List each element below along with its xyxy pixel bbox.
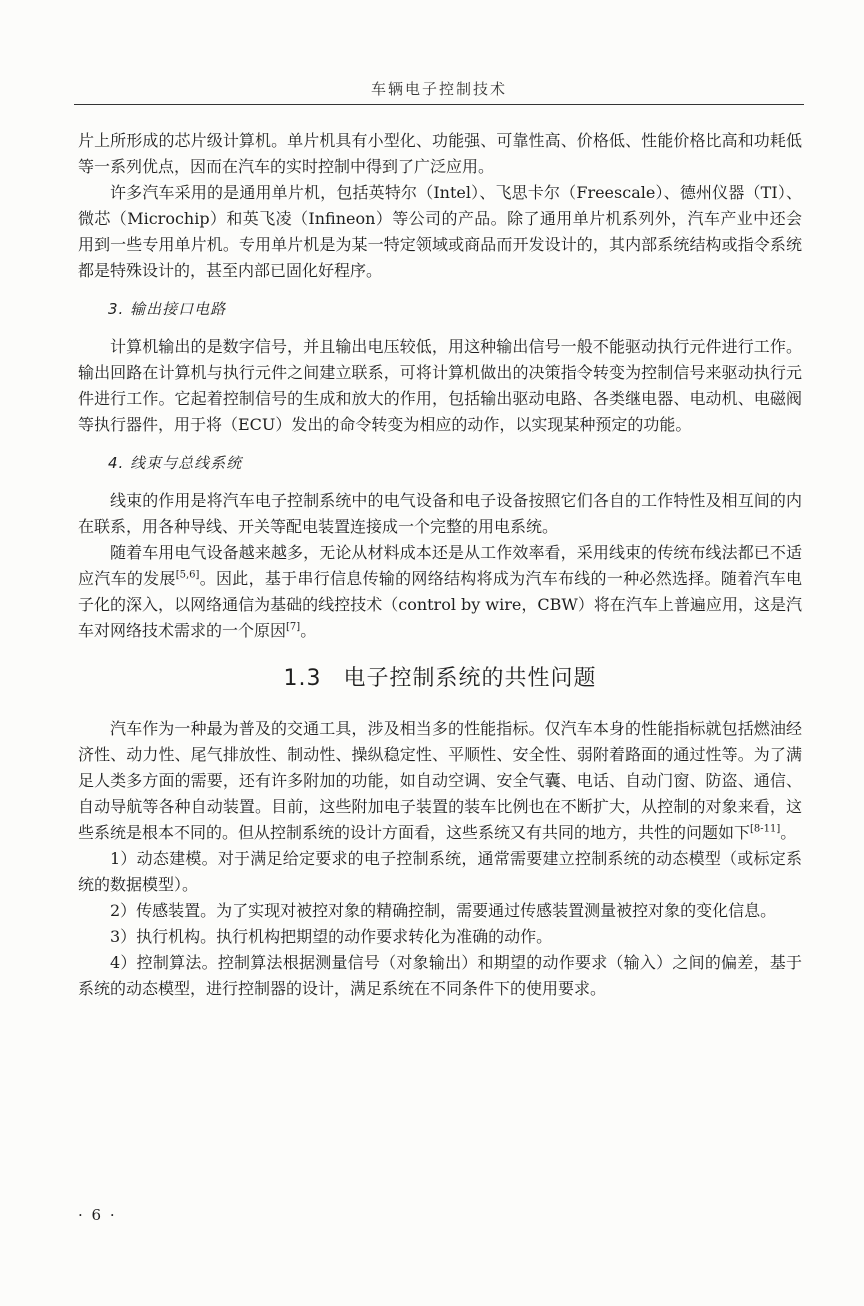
citation-7: [7] [286,621,301,633]
paragraph-5-part-c: 。 [300,621,317,640]
section-title: 电子控制系统的共性问题 [343,666,597,691]
list-item-control-algorithm: 4）控制算法。控制算法根据测量信号（对象输出）和期望的动作要求（输入）之间的偏差，基于系统的动态模型，进行控制器的设计，满足系统在不同条件下的使用要求。 [78,953,802,998]
paragraph-6-part-b: 。 [780,823,797,842]
page-body [78,128,802,1002]
section-number: 1.3 [283,666,322,691]
citation-5-6: [5,6] [175,569,200,581]
paragraph-5 [78,540,802,644]
list-item-dynamic-modeling: 1）动态建模。对于满足给定要求的电子控制系统，通常需要建立控制系统的动态模型（或标定系统的数据模型）。 [78,849,802,894]
paragraph-1: 片上所形成的芯片级计算机。单片机具有小型化、功能强、可靠性高、价格低、性能价格比高和功耗低等一系列优点，因而在汽车的实时控制中得到了广泛应用。 [78,131,802,176]
list-item-actuators: 3）执行机构。执行机构把期望的动作要求转化为准确的动作。 [110,927,553,946]
paragraph-4: 线束的作用是将汽车电子控制系统中的电气设备和电子设备按照它们各自的工作特性及相互间的内在联系，用各种导线、开关等配电装置连接成一个完整的用电系统。 [78,491,802,536]
section-heading [78,666,802,692]
page-number: · 6 · [78,1206,117,1224]
paragraph-3: 计算机输出的是数字信号，并且输出电压较低，用这种输出信号一般不能驱动执行元件进行工作。输出回路在计算机与执行元件之间建立联系，可将计算机做出的决策指令转变为控制信号来驱动执行元件进行工作。它起着控制信号的生成和放大的作用，包括输出驱动电路、各类继电器、电动机、电磁阀等执行器件，用于将（ECU）发出的命令转变为相应的动作，以实现某种预定的功能。 [78,337,802,434]
subheading-output-interface: 3. 输出接口电路 [108,300,227,318]
paragraph-2: 许多汽车采用的是通用单片机，包括英特尔（Intel）、飞思卡尔（Freescale）、德州仪器（TI）、微芯（Microchip）和英飞凌（Infineon）等公司的产品。除了通用单片机系列外，汽车产业中还会用到一些专用单片机。专用单片机是为某一特定领域或商品而开发设计的，其内部系统结构或指令系统都是特殊设计的，甚至内部已固化好程序。 [78,183,802,280]
paragraph-6-part-a: 汽车作为一种最为普及的交通工具，涉及相当多的性能指标。仅汽车本身的性能指标就包括燃油经济性、动力性、尾气排放性、制动性、操纵稳定性、平顺性、安全性、弱附着路面的通过性等。为了满足人类多方面的需要，还有许多附加的功能，如自动空调、安全气囊、电话、自动门窗、防盗、通信、自动导航等各种自动装置。目前，这些附加电子装置的装车比例也在不断扩大，从控制的对象来看，这些系统是根本不同的。但从控制系统的设计方面看，这些系统又有共同的地方，共性的问题如下 [78,719,802,842]
paragraph-5-part-a: 随着车用电气设备越来越多，无论从材料成本还是从工作效率看，采用线束的传统布线法都已不适应汽车的发展 [78,543,802,588]
running-header: 车辆电子控制技术 [370,80,507,98]
list-item-sensing-devices: 2）传感装置。为了实现对被控对象的精确控制，需要通过传感装置测量被控对象的变化信息。 [110,901,777,920]
subheading-wiring-bus: 4. 线束与总线系统 [108,454,243,472]
header-rule [74,104,804,105]
paragraph-6 [78,716,802,846]
citation-8-11: [8-11] [750,823,781,835]
paragraph-5-part-b: 。因此，基于串行信息传输的网络结构将成为汽车布线的一种必然选择。随着汽车电子化的深入，以网络通信为基础的线控技术（control by wire，CBW）将在汽车上普遍应用，这是汽车对网络技术需求的一个原因 [78,569,802,640]
